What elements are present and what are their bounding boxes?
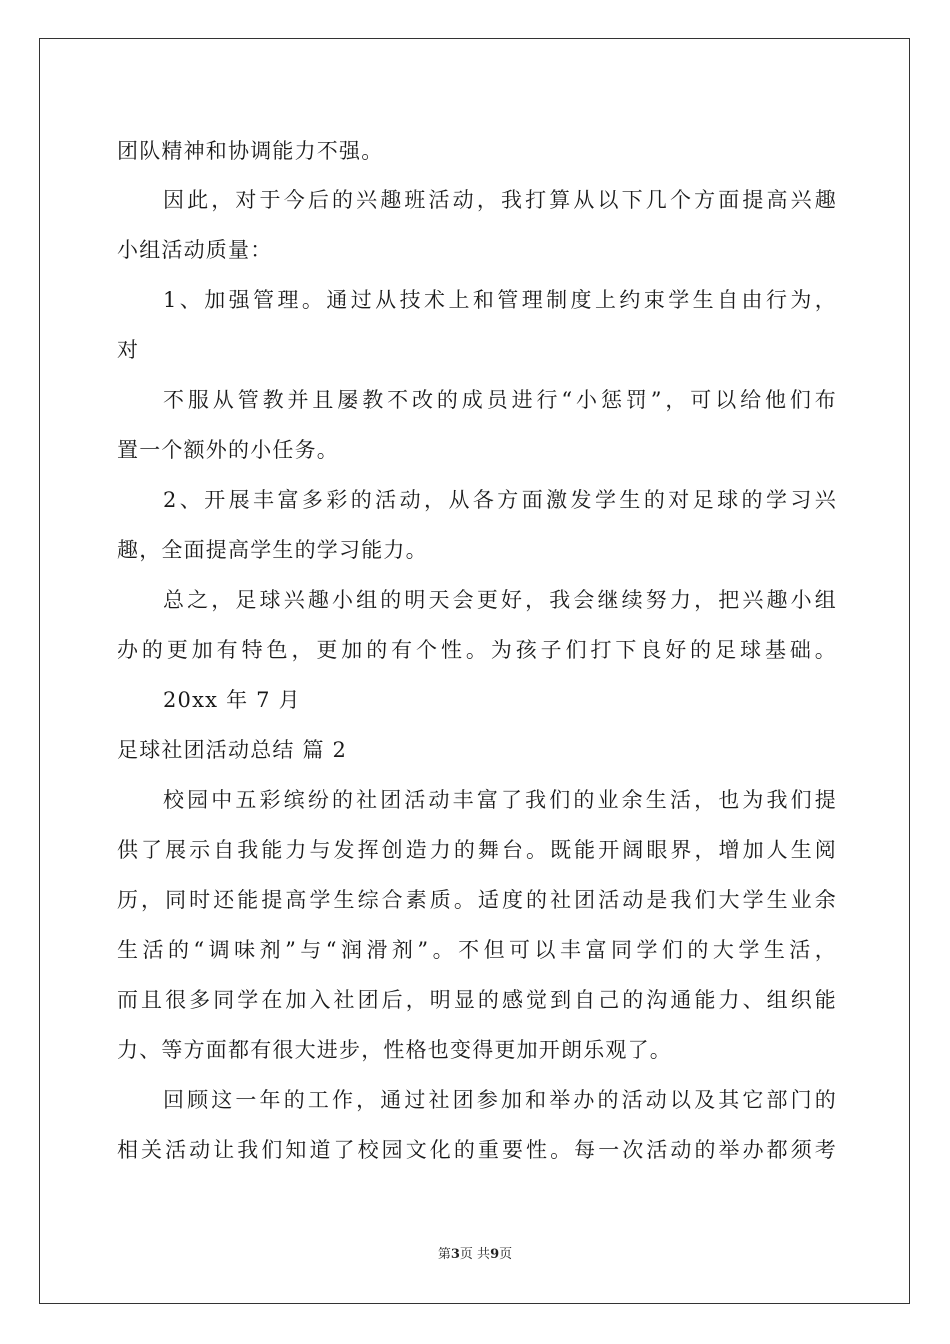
text-line: 回顾这一年的工作，通过社团参加和举办的活动以及其它部门的 — [163, 1088, 837, 1112]
text-line: 因此，对于今后的兴趣班活动，我打算从以下几个方面提高兴趣 — [163, 188, 837, 212]
text-line: 团队精神和协调能力不强。 — [117, 139, 384, 163]
text-line: 2、开展丰富多彩的活动，从各方面激发学生的对足球的学习兴 — [163, 488, 837, 512]
section-heading: 足球社团活动总结 篇 2 — [117, 738, 348, 762]
page-prefix: 第 — [437, 1247, 451, 1262]
text-line: 供了展示自我能力与发挥创造力的舞台。既能开阔眼界，增加人生阅 — [117, 838, 837, 862]
text-line: 力、等方面都有很大进步，性格也变得更加开朗乐观了。 — [117, 1038, 672, 1062]
text-line: 相关活动让我们知道了校园文化的重要性。每一次活动的举办都须考 — [117, 1138, 837, 1162]
page-mid: 页 共 — [459, 1247, 491, 1262]
text-line: 1、加强管理。通过从技术上和管理制度上约束学生自由行为， — [163, 288, 837, 312]
current-page-number: 3 — [450, 1247, 460, 1262]
text-line: 历，同时还能提高学生综合素质。适度的社团活动是我们大学生业余 — [117, 888, 837, 912]
text-line: 置一个额外的小任务。 — [117, 438, 339, 462]
text-line: 对 — [117, 338, 140, 362]
text-line: 不服从管教并且屡教不改的成员进行“小惩罚”，可以给他们布 — [163, 388, 837, 412]
text-line: 办的更加有特色，更加的有个性。为孩子们打下良好的足球基础。 — [117, 638, 837, 662]
text-line: 总之，足球兴趣小组的明天会更好，我会继续努力，把兴趣小组 — [163, 588, 837, 612]
page-number-footer — [0, 1247, 950, 1263]
text-line: 生活的“调味剂”与“润滑剂”。不但可以丰富同学们的大学生活， — [117, 938, 837, 962]
total-page-number: 9 — [490, 1247, 500, 1262]
text-line: 而且很多同学在加入社团后，明显的感觉到自己的沟通能力、组织能 — [117, 988, 837, 1012]
text-line: 趣，全面提高学生的学习能力。 — [117, 538, 428, 562]
page-border — [39, 38, 910, 1304]
text-line: 校园中五彩缤纷的社团活动丰富了我们的业余生活，也为我们提 — [163, 788, 837, 812]
page-suffix: 页 — [499, 1247, 513, 1262]
date-line: 20xx 年 7 月 — [163, 688, 301, 712]
text-line: 小组活动质量： — [117, 238, 273, 262]
